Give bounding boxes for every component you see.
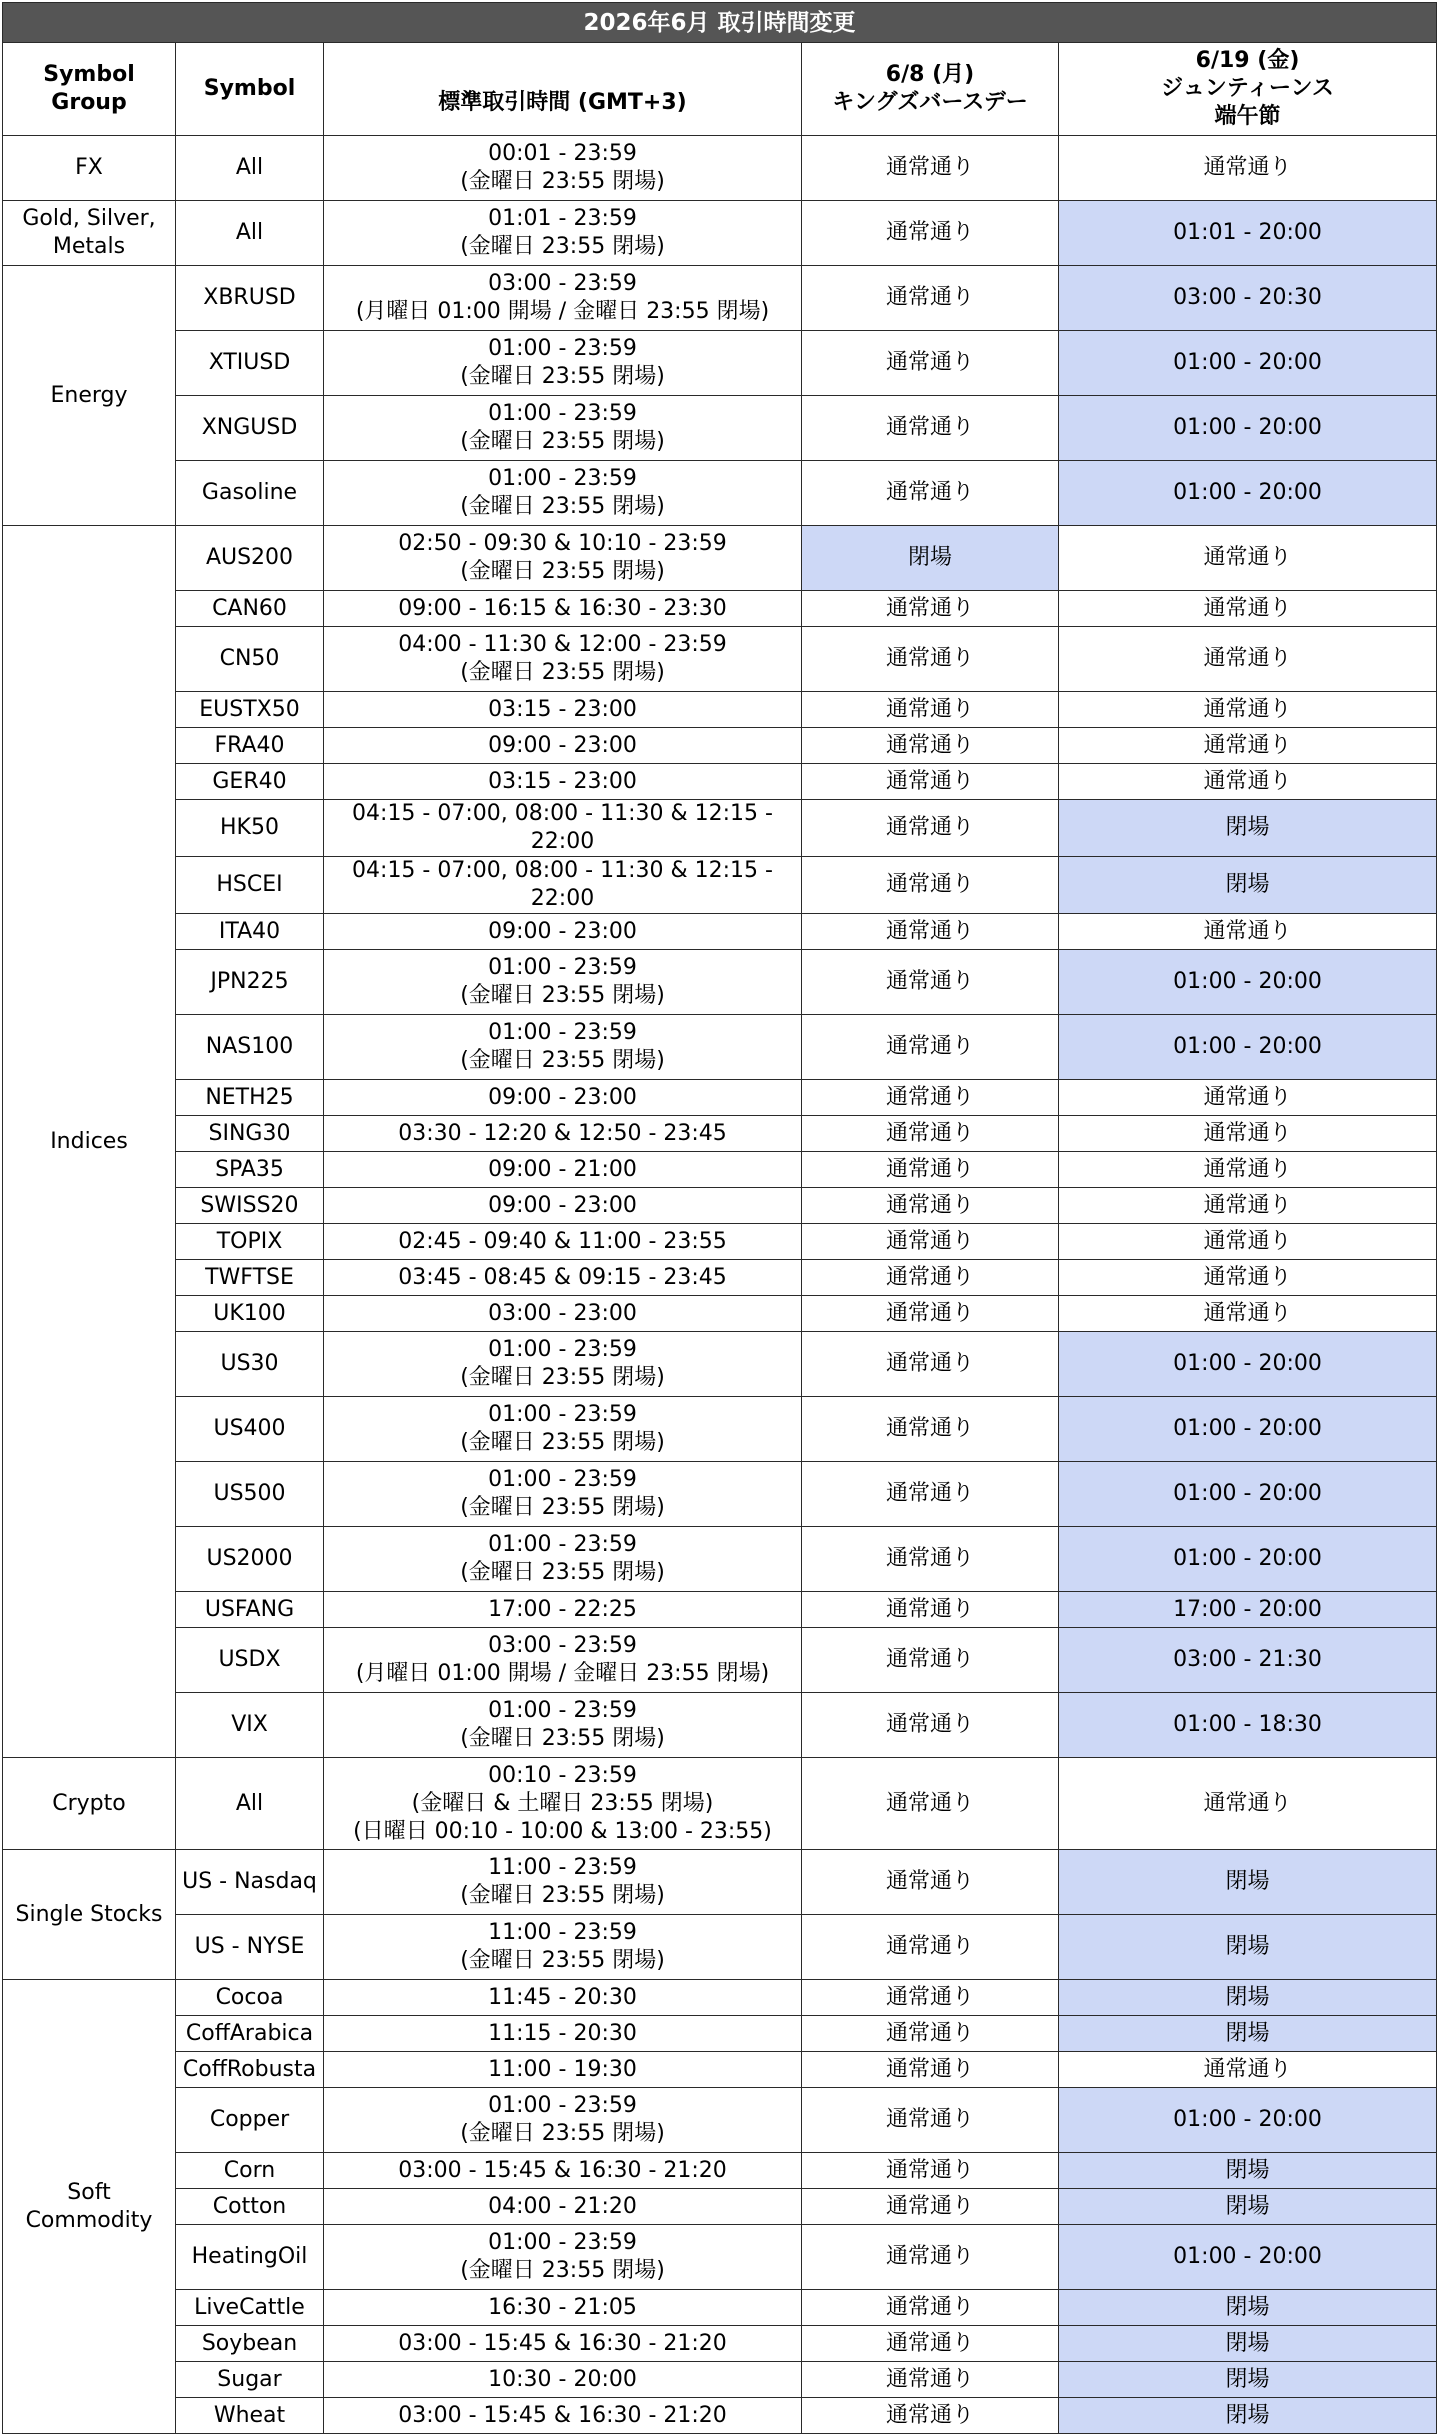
- standard-hours-cell: 01:00 - 23:59 (金曜日 23:55 閉場): [324, 950, 802, 1015]
- day2-status-cell: 閉場: [1059, 2016, 1437, 2052]
- symbol-group-cell: FX: [3, 136, 176, 201]
- symbol-cell: US - NYSE: [176, 1915, 324, 1980]
- table-row: [3, 1527, 1437, 1592]
- symbol-group-cell: Gold, Silver, Metals: [3, 201, 176, 266]
- table-row: [3, 627, 1437, 692]
- symbol-cell: FRA40: [176, 728, 324, 764]
- table-row: [3, 1462, 1437, 1527]
- standard-hours-cell: 01:00 - 23:59 (金曜日 23:55 閉場): [324, 1462, 802, 1527]
- day1-status-cell: 通常通り: [802, 2326, 1059, 2362]
- symbol-cell: US2000: [176, 1527, 324, 1592]
- table-row: [3, 526, 1437, 591]
- day1-status-cell: 通常通り: [802, 857, 1059, 914]
- table-row: [3, 1332, 1437, 1397]
- day1-status-cell: 通常通り: [802, 2016, 1059, 2052]
- day2-status-cell: 閉場: [1059, 2362, 1437, 2398]
- symbol-cell: Cocoa: [176, 1980, 324, 2016]
- table-row: [3, 136, 1437, 201]
- table-row: [3, 461, 1437, 526]
- day2-status-cell: 閉場: [1059, 2326, 1437, 2362]
- day1-status-cell: 通常通り: [802, 764, 1059, 800]
- day2-status-cell: 通常通り: [1059, 1080, 1437, 1116]
- symbol-cell: XNGUSD: [176, 396, 324, 461]
- day1-status-cell: 通常通り: [802, 2088, 1059, 2153]
- standard-hours-cell: 03:00 - 15:45 & 16:30 - 21:20: [324, 2398, 802, 2434]
- day2-status-cell: 通常通り: [1059, 692, 1437, 728]
- header-symbol-group: Symbol Group: [3, 43, 176, 136]
- standard-hours-cell: 01:00 - 23:59 (金曜日 23:55 閉場): [324, 396, 802, 461]
- symbol-cell: LiveCattle: [176, 2290, 324, 2326]
- table-row: [3, 2016, 1437, 2052]
- day2-status-cell: 01:00 - 18:30: [1059, 1693, 1437, 1758]
- day1-status-cell: 通常通り: [802, 627, 1059, 692]
- symbol-cell: XTIUSD: [176, 331, 324, 396]
- day2-status-cell: 通常通り: [1059, 591, 1437, 627]
- day2-status-cell: 01:00 - 20:00: [1059, 461, 1437, 526]
- header-symbol: Symbol: [176, 43, 324, 136]
- day1-status-cell: 通常通り: [802, 1224, 1059, 1260]
- standard-hours-cell: 03:00 - 23:59 (月曜日 01:00 開場 / 金曜日 23:55 閉場): [324, 1628, 802, 1693]
- day1-status-cell: 通常通り: [802, 1397, 1059, 1462]
- symbol-cell: Cotton: [176, 2189, 324, 2225]
- day2-status-cell: 01:00 - 20:00: [1059, 1397, 1437, 1462]
- standard-hours-cell: 01:01 - 23:59 (金曜日 23:55 閉場): [324, 201, 802, 266]
- day1-status-cell: 通常通り: [802, 800, 1059, 857]
- symbol-cell: SPA35: [176, 1152, 324, 1188]
- symbol-cell: SWISS20: [176, 1188, 324, 1224]
- table-row: [3, 1915, 1437, 1980]
- standard-hours-cell: 00:01 - 23:59 (金曜日 23:55 閉場): [324, 136, 802, 201]
- table-row: [3, 591, 1437, 627]
- day1-status-cell: 通常通り: [802, 692, 1059, 728]
- table-row: [3, 1260, 1437, 1296]
- table-row: [3, 1296, 1437, 1332]
- day1-status-cell: 通常通り: [802, 2153, 1059, 2189]
- symbol-cell: NAS100: [176, 1015, 324, 1080]
- table-row: [3, 914, 1437, 950]
- standard-hours-cell: 01:00 - 23:59 (金曜日 23:55 閉場): [324, 331, 802, 396]
- table-row: [3, 2189, 1437, 2225]
- day1-status-cell: 通常通り: [802, 2225, 1059, 2290]
- day2-status-cell: 01:00 - 20:00: [1059, 1015, 1437, 1080]
- day1-status-cell: 通常通り: [802, 728, 1059, 764]
- day1-status-cell: 通常通り: [802, 2362, 1059, 2398]
- symbol-cell: CN50: [176, 627, 324, 692]
- day1-status-cell: 通常通り: [802, 2052, 1059, 2088]
- day1-status-cell: 通常通り: [802, 1850, 1059, 1915]
- title-row: [3, 3, 1437, 43]
- day1-status-cell: 通常通り: [802, 950, 1059, 1015]
- day1-status-cell: 通常通り: [802, 591, 1059, 627]
- day2-status-cell: 閉場: [1059, 2189, 1437, 2225]
- standard-hours-cell: 04:15 - 07:00, 08:00 - 11:30 & 12:15 - 22:00: [324, 800, 802, 857]
- header-standard-hours: 標準取引時間 (GMT+3): [324, 43, 802, 136]
- symbol-cell: USFANG: [176, 1592, 324, 1628]
- standard-hours-cell: 03:00 - 23:00: [324, 1296, 802, 1332]
- table-row: [3, 1850, 1437, 1915]
- day1-status-cell: 通常通り: [802, 1116, 1059, 1152]
- day1-status-cell: 通常通り: [802, 1527, 1059, 1592]
- day2-status-cell: 01:00 - 20:00: [1059, 331, 1437, 396]
- day2-status-cell: 01:00 - 20:00: [1059, 2225, 1437, 2290]
- day1-status-cell: 通常通り: [802, 1260, 1059, 1296]
- symbol-cell: VIX: [176, 1693, 324, 1758]
- day2-status-cell: 通常通り: [1059, 1116, 1437, 1152]
- symbol-cell: US400: [176, 1397, 324, 1462]
- day1-status-cell: 通常通り: [802, 396, 1059, 461]
- symbol-cell: TWFTSE: [176, 1260, 324, 1296]
- table-row: [3, 2362, 1437, 2398]
- standard-hours-cell: 01:00 - 23:59 (金曜日 23:55 閉場): [324, 1693, 802, 1758]
- day1-status-cell: 通常通り: [802, 1758, 1059, 1850]
- day2-status-cell: 01:00 - 20:00: [1059, 1527, 1437, 1592]
- standard-hours-cell: 03:45 - 08:45 & 09:15 - 23:45: [324, 1260, 802, 1296]
- table-row: [3, 2225, 1437, 2290]
- day1-status-cell: 閉場: [802, 526, 1059, 591]
- symbol-cell: GER40: [176, 764, 324, 800]
- day2-status-cell: 通常通り: [1059, 526, 1437, 591]
- standard-hours-cell: 03:00 - 15:45 & 16:30 - 21:20: [324, 2326, 802, 2362]
- standard-hours-cell: 10:30 - 20:00: [324, 2362, 802, 2398]
- table-row: [3, 1758, 1437, 1850]
- day2-status-cell: 通常通り: [1059, 764, 1437, 800]
- day2-status-cell: 01:00 - 20:00: [1059, 1332, 1437, 1397]
- day2-status-cell: 03:00 - 20:30: [1059, 266, 1437, 331]
- symbol-cell: HSCEI: [176, 857, 324, 914]
- symbol-cell: US - Nasdaq: [176, 1850, 324, 1915]
- standard-hours-cell: 01:00 - 23:59 (金曜日 23:55 閉場): [324, 1397, 802, 1462]
- day1-status-cell: 通常通り: [802, 1080, 1059, 1116]
- day2-status-cell: 通常通り: [1059, 627, 1437, 692]
- standard-hours-cell: 01:00 - 23:59 (金曜日 23:55 閉場): [324, 2088, 802, 2153]
- symbol-cell: XBRUSD: [176, 266, 324, 331]
- header-day1: 6/8 (月) キングズバースデー: [802, 43, 1059, 136]
- day2-status-cell: 通常通り: [1059, 728, 1437, 764]
- header-row: [3, 43, 1437, 136]
- standard-hours-cell: 01:00 - 23:59 (金曜日 23:55 閉場): [324, 461, 802, 526]
- table-row: [3, 857, 1437, 914]
- standard-hours-cell: 11:45 - 20:30: [324, 1980, 802, 2016]
- table-row: [3, 764, 1437, 800]
- day2-status-cell: 閉場: [1059, 1915, 1437, 1980]
- day1-status-cell: 通常通り: [802, 461, 1059, 526]
- standard-hours-cell: 11:00 - 23:59 (金曜日 23:55 閉場): [324, 1915, 802, 1980]
- day2-status-cell: 閉場: [1059, 800, 1437, 857]
- day1-status-cell: 通常通り: [802, 1592, 1059, 1628]
- day2-status-cell: 01:00 - 20:00: [1059, 950, 1437, 1015]
- standard-hours-cell: 02:50 - 09:30 & 10:10 - 23:59 (金曜日 23:55 閉場): [324, 526, 802, 591]
- day1-status-cell: 通常通り: [802, 331, 1059, 396]
- standard-hours-cell: 09:00 - 23:00: [324, 914, 802, 950]
- day2-status-cell: 01:00 - 20:00: [1059, 2088, 1437, 2153]
- symbol-cell: ITA40: [176, 914, 324, 950]
- standard-hours-cell: 11:00 - 23:59 (金曜日 23:55 閉場): [324, 1850, 802, 1915]
- symbol-cell: USDX: [176, 1628, 324, 1693]
- trading-hours-table: [2, 2, 1437, 2434]
- day1-status-cell: 通常通り: [802, 201, 1059, 266]
- standard-hours-cell: 09:00 - 21:00: [324, 1152, 802, 1188]
- symbol-cell: HeatingOil: [176, 2225, 324, 2290]
- table-row: [3, 2088, 1437, 2153]
- table-row: [3, 201, 1437, 266]
- symbol-group-cell: Energy: [3, 266, 176, 526]
- header-day2: 6/19 (金) ジュンティーンス 端午節: [1059, 43, 1437, 136]
- symbol-cell: SING30: [176, 1116, 324, 1152]
- standard-hours-cell: 03:00 - 15:45 & 16:30 - 21:20: [324, 2153, 802, 2189]
- table-row: [3, 1980, 1437, 2016]
- day2-status-cell: 01:00 - 20:00: [1059, 1462, 1437, 1527]
- day2-status-cell: 通常通り: [1059, 1152, 1437, 1188]
- symbol-cell: EUSTX50: [176, 692, 324, 728]
- day1-status-cell: 通常通り: [802, 136, 1059, 201]
- symbol-cell: Wheat: [176, 2398, 324, 2434]
- symbol-cell: CAN60: [176, 591, 324, 627]
- day1-status-cell: 通常通り: [802, 2290, 1059, 2326]
- table-row: [3, 2398, 1437, 2434]
- table-row: [3, 728, 1437, 764]
- table-row: [3, 800, 1437, 857]
- day1-status-cell: 通常通り: [802, 1188, 1059, 1224]
- symbol-group-cell: Single Stocks: [3, 1850, 176, 1980]
- symbol-cell: JPN225: [176, 950, 324, 1015]
- standard-hours-cell: 11:15 - 20:30: [324, 2016, 802, 2052]
- standard-hours-cell: 09:00 - 23:00: [324, 1188, 802, 1224]
- standard-hours-cell: 09:00 - 16:15 & 16:30 - 23:30: [324, 591, 802, 627]
- symbol-cell: All: [176, 201, 324, 266]
- day1-status-cell: 通常通り: [802, 2189, 1059, 2225]
- table-row: [3, 266, 1437, 331]
- symbol-group-cell: Soft Commodity: [3, 1980, 176, 2434]
- standard-hours-cell: 09:00 - 23:00: [324, 1080, 802, 1116]
- symbol-cell: Gasoline: [176, 461, 324, 526]
- table-row: [3, 2052, 1437, 2088]
- table-title: 2026年6月 取引時間変更: [3, 3, 1437, 43]
- symbol-cell: UK100: [176, 1296, 324, 1332]
- day1-status-cell: 通常通り: [802, 1015, 1059, 1080]
- standard-hours-cell: 03:30 - 12:20 & 12:50 - 23:45: [324, 1116, 802, 1152]
- symbol-cell: US500: [176, 1462, 324, 1527]
- day2-status-cell: 閉場: [1059, 2290, 1437, 2326]
- day2-status-cell: 通常通り: [1059, 136, 1437, 201]
- day1-status-cell: 通常通り: [802, 1152, 1059, 1188]
- standard-hours-cell: 00:10 - 23:59 (金曜日 & 土曜日 23:55 閉場) (日曜日 00:10 - 10:00 & 13:00 - 23:55): [324, 1758, 802, 1850]
- day2-status-cell: 01:00 - 20:00: [1059, 396, 1437, 461]
- symbol-group-cell: Crypto: [3, 1758, 176, 1850]
- day2-status-cell: 通常通り: [1059, 914, 1437, 950]
- standard-hours-cell: 04:15 - 07:00, 08:00 - 11:30 & 12:15 - 22:00: [324, 857, 802, 914]
- standard-hours-cell: 01:00 - 23:59 (金曜日 23:55 閉場): [324, 1332, 802, 1397]
- standard-hours-cell: 09:00 - 23:00: [324, 728, 802, 764]
- standard-hours-cell: 01:00 - 23:59 (金曜日 23:55 閉場): [324, 1527, 802, 1592]
- standard-hours-cell: 04:00 - 11:30 & 12:00 - 23:59 (金曜日 23:55 閉場): [324, 627, 802, 692]
- day2-status-cell: 閉場: [1059, 2153, 1437, 2189]
- table-row: [3, 1224, 1437, 1260]
- day2-status-cell: 閉場: [1059, 1980, 1437, 2016]
- symbol-cell: TOPIX: [176, 1224, 324, 1260]
- symbol-cell: Sugar: [176, 2362, 324, 2398]
- table-row: [3, 331, 1437, 396]
- symbol-cell: All: [176, 1758, 324, 1850]
- standard-hours-cell: 03:15 - 23:00: [324, 764, 802, 800]
- standard-hours-cell: 03:00 - 23:59 (月曜日 01:00 開場 / 金曜日 23:55 閉場): [324, 266, 802, 331]
- table-row: [3, 2153, 1437, 2189]
- symbol-cell: HK50: [176, 800, 324, 857]
- table-row: [3, 1592, 1437, 1628]
- day2-status-cell: 閉場: [1059, 2398, 1437, 2434]
- day1-status-cell: 通常通り: [802, 1628, 1059, 1693]
- day1-status-cell: 通常通り: [802, 1693, 1059, 1758]
- table-row: [3, 1397, 1437, 1462]
- day1-status-cell: 通常通り: [802, 1332, 1059, 1397]
- table-row: [3, 2290, 1437, 2326]
- day1-status-cell: 通常通り: [802, 1915, 1059, 1980]
- table-row: [3, 1015, 1437, 1080]
- day1-status-cell: 通常通り: [802, 1980, 1059, 2016]
- day1-status-cell: 通常通り: [802, 2398, 1059, 2434]
- symbol-cell: Copper: [176, 2088, 324, 2153]
- table-row: [3, 1152, 1437, 1188]
- standard-hours-cell: 02:45 - 09:40 & 11:00 - 23:55: [324, 1224, 802, 1260]
- standard-hours-cell: 03:15 - 23:00: [324, 692, 802, 728]
- day2-status-cell: 閉場: [1059, 857, 1437, 914]
- symbol-group-cell: Indices: [3, 526, 176, 1758]
- symbol-cell: AUS200: [176, 526, 324, 591]
- table-row: [3, 396, 1437, 461]
- table-row: [3, 2326, 1437, 2362]
- symbol-cell: Corn: [176, 2153, 324, 2189]
- symbol-cell: US30: [176, 1332, 324, 1397]
- standard-hours-cell: 01:00 - 23:59 (金曜日 23:55 閉場): [324, 2225, 802, 2290]
- symbol-cell: All: [176, 136, 324, 201]
- day1-status-cell: 通常通り: [802, 266, 1059, 331]
- symbol-cell: CoffRobusta: [176, 2052, 324, 2088]
- standard-hours-cell: 01:00 - 23:59 (金曜日 23:55 閉場): [324, 1015, 802, 1080]
- standard-hours-cell: 16:30 - 21:05: [324, 2290, 802, 2326]
- day2-status-cell: 03:00 - 21:30: [1059, 1628, 1437, 1693]
- day2-status-cell: 通常通り: [1059, 1296, 1437, 1332]
- day1-status-cell: 通常通り: [802, 1296, 1059, 1332]
- day2-status-cell: 通常通り: [1059, 1260, 1437, 1296]
- table-row: [3, 1080, 1437, 1116]
- day2-status-cell: 01:01 - 20:00: [1059, 201, 1437, 266]
- table-row: [3, 1188, 1437, 1224]
- symbol-cell: CoffArabica: [176, 2016, 324, 2052]
- table-row: [3, 1116, 1437, 1152]
- day1-status-cell: 通常通り: [802, 914, 1059, 950]
- day2-status-cell: 17:00 - 20:00: [1059, 1592, 1437, 1628]
- standard-hours-cell: 04:00 - 21:20: [324, 2189, 802, 2225]
- day2-status-cell: 通常通り: [1059, 1758, 1437, 1850]
- day2-status-cell: 通常通り: [1059, 1224, 1437, 1260]
- day2-status-cell: 通常通り: [1059, 1188, 1437, 1224]
- table-row: [3, 1693, 1437, 1758]
- day1-status-cell: 通常通り: [802, 1462, 1059, 1527]
- table-row: [3, 950, 1437, 1015]
- table-row: [3, 692, 1437, 728]
- symbol-cell: Soybean: [176, 2326, 324, 2362]
- table-row: [3, 1628, 1437, 1693]
- day2-status-cell: 閉場: [1059, 1850, 1437, 1915]
- standard-hours-cell: 17:00 - 22:25: [324, 1592, 802, 1628]
- symbol-cell: NETH25: [176, 1080, 324, 1116]
- standard-hours-cell: 11:00 - 19:30: [324, 2052, 802, 2088]
- day2-status-cell: 通常通り: [1059, 2052, 1437, 2088]
